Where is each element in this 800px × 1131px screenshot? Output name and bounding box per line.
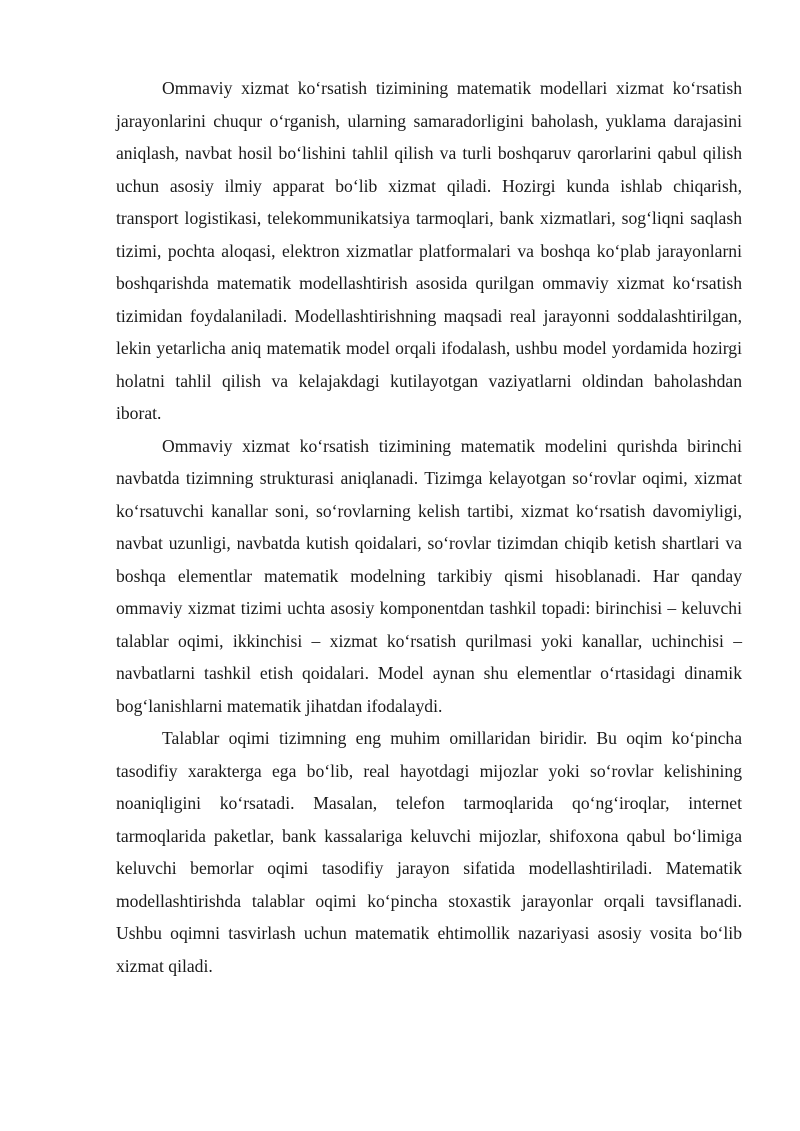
- paragraph-1: Ommaviy xizmat ko‘rsatish tizimining matematik modellari xizmat ko‘rsatish jarayonlarini chuqur o‘rganish, ularning samaradorligini baholash, yuklama darajasini aniqlash, navbat hosil bo‘lishini tahlil qilish va turli boshqaruv qarorlarini qabul qilish uchun asosiy ilmiy apparat bo‘lib xizmat qiladi. Hozirgi kunda ishlab chiqarish, transport logistikasi, telekommunikatsiya tarmoqlari, bank xizmatlari, sog‘liqni saqlash tizimi, pochta aloqasi, elektron xizmatlar platformalari va boshqa ko‘plab jarayonlarni boshqarishda matematik modellashtirish asosida qurilgan ommaviy xizmat ko‘rsatish tizimidan foydalaniladi. Modellashtirishning maqsadi real jarayonni soddalashtirilgan, lekin yetarlicha aniq matematik model orqali ifodalash, ushbu model yordamida hozirgi holatni tahlil qilish va kelajakdagi kutilayotgan vaziyatlarni oldindan baholashdan iborat.: [116, 78, 742, 423]
- paragraph-2: Ommaviy xizmat ko‘rsatish tizimining matematik modelini qurishda birinchi navbatda tizimning strukturasi aniqlanadi. Tizimga kelayotgan so‘rovlar oqimi, xizmat ko‘rsatuvchi kanallar soni, so‘rovlarning kelish tartibi, xizmat ko‘rsatish davomiyligi, navbat uzunligi, navbatda kutish qoidalari, so‘rovlar tizimdan chiqib ketish shartlari va boshqa elementlar matematik modelning tarkibiy qismi hisoblanadi. Har qanday ommaviy xizmat tizimi uchta asosiy komponentdan tashkil topadi: birinchisi – keluvchi talablar oqimi, ikkinchisi – xizmat ko‘rsatish qurilmasi yoki kanallar, uchinchisi – navbatlarni tashkil etish qoidalari. Model aynan shu elementlar o‘rtasidagi dinamik bog‘lanishlarni matematik jihatdan ifodalaydi.: [116, 435, 742, 716]
- paragraph-3: Talablar oqimi tizimning eng muhim omillaridan biridir. Bu oqim ko‘pincha tasodifiy xarakterga ega bo‘lib, real hayotdagi mijozlar yoki so‘rovlar kelishining noaniqligini ko‘rsatadi. Masalan, telefon tarmoqlarida qo‘ng‘iroqlar, internet tarmoqlarida paketlar, bank kassalariga keluvchi mijozlar, shifoxona qabul bo‘limiga keluvchi bemorlar oqimi tasodifiy jarayon sifatida modellashtiriladi. Matematik modellashtirishda talablar oqimi ko‘pincha stoxastik jarayonlar orqali tavsiflanadi. Ushbu oqimni tasvirlash uchun matematik ehtimollik nazariyasi asosiy vosita bo‘lib xizmat qiladi.: [116, 728, 742, 976]
- document-page: [116, 72, 742, 982]
